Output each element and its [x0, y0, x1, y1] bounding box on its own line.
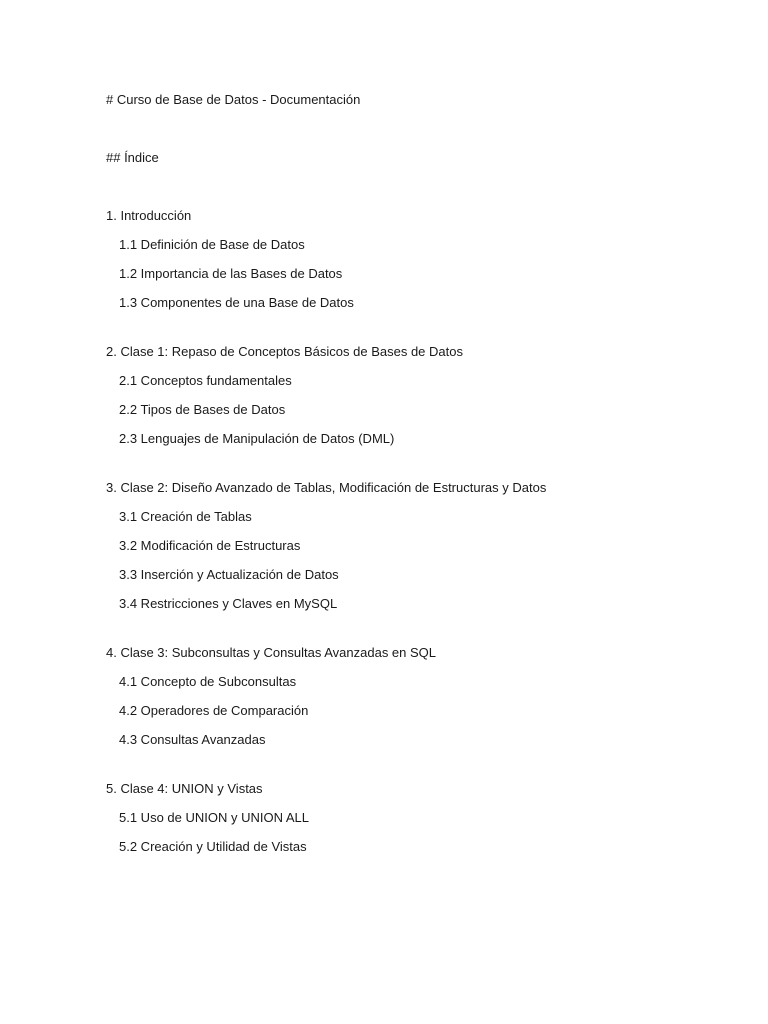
section-item: 3.3 Inserción y Actualización de Datos — [119, 567, 339, 582]
section-item: 4.2 Operadores de Comparación — [119, 703, 309, 718]
document-title: # Curso de Base de Datos - Documentación — [106, 92, 361, 107]
section-item: 4.1 Concepto de Subconsultas — [119, 674, 297, 689]
section-title: 4. Clase 3: Subconsultas y Consultas Avanzadas en SQL — [106, 645, 437, 660]
section-title: 3. Clase 2: Diseño Avanzado de Tablas, Modificación de Estructuras y Datos — [106, 480, 547, 495]
section-title: 5. Clase 4: UNION y Vistas — [106, 781, 263, 796]
section-item: 2.1 Conceptos fundamentales — [119, 373, 292, 388]
section-item: 2.2 Tipos de Bases de Datos — [119, 402, 286, 417]
section-item: 1.3 Componentes de una Base de Datos — [119, 295, 354, 310]
section-item: 3.1 Creación de Tablas — [119, 509, 252, 524]
index-heading: ## Índice — [106, 150, 159, 165]
section-2 — [106, 342, 726, 449]
section-3 — [106, 478, 726, 614]
section-title: 1. Introducción — [106, 208, 192, 223]
section-item: 1.2 Importancia de las Bases de Datos — [119, 266, 343, 281]
section-4 — [106, 643, 726, 750]
section-title: 2. Clase 1: Repaso de Conceptos Básicos de Bases de Datos — [106, 344, 463, 359]
section-5 — [106, 779, 726, 857]
section-1 — [106, 206, 726, 313]
section-item: 3.2 Modificación de Estructuras — [119, 538, 301, 553]
section-item: 5.2 Creación y Utilidad de Vistas — [119, 839, 307, 854]
section-item: 3.4 Restricciones y Claves en MySQL — [119, 596, 338, 611]
section-item: 1.1 Definición de Base de Datos — [119, 237, 305, 252]
section-item: 4.3 Consultas Avanzadas — [119, 732, 266, 747]
section-item: 5.1 Uso de UNION y UNION ALL — [119, 810, 310, 825]
document-body — [106, 90, 726, 886]
section-item: 2.3 Lenguajes de Manipulación de Datos (DML) — [119, 431, 395, 446]
